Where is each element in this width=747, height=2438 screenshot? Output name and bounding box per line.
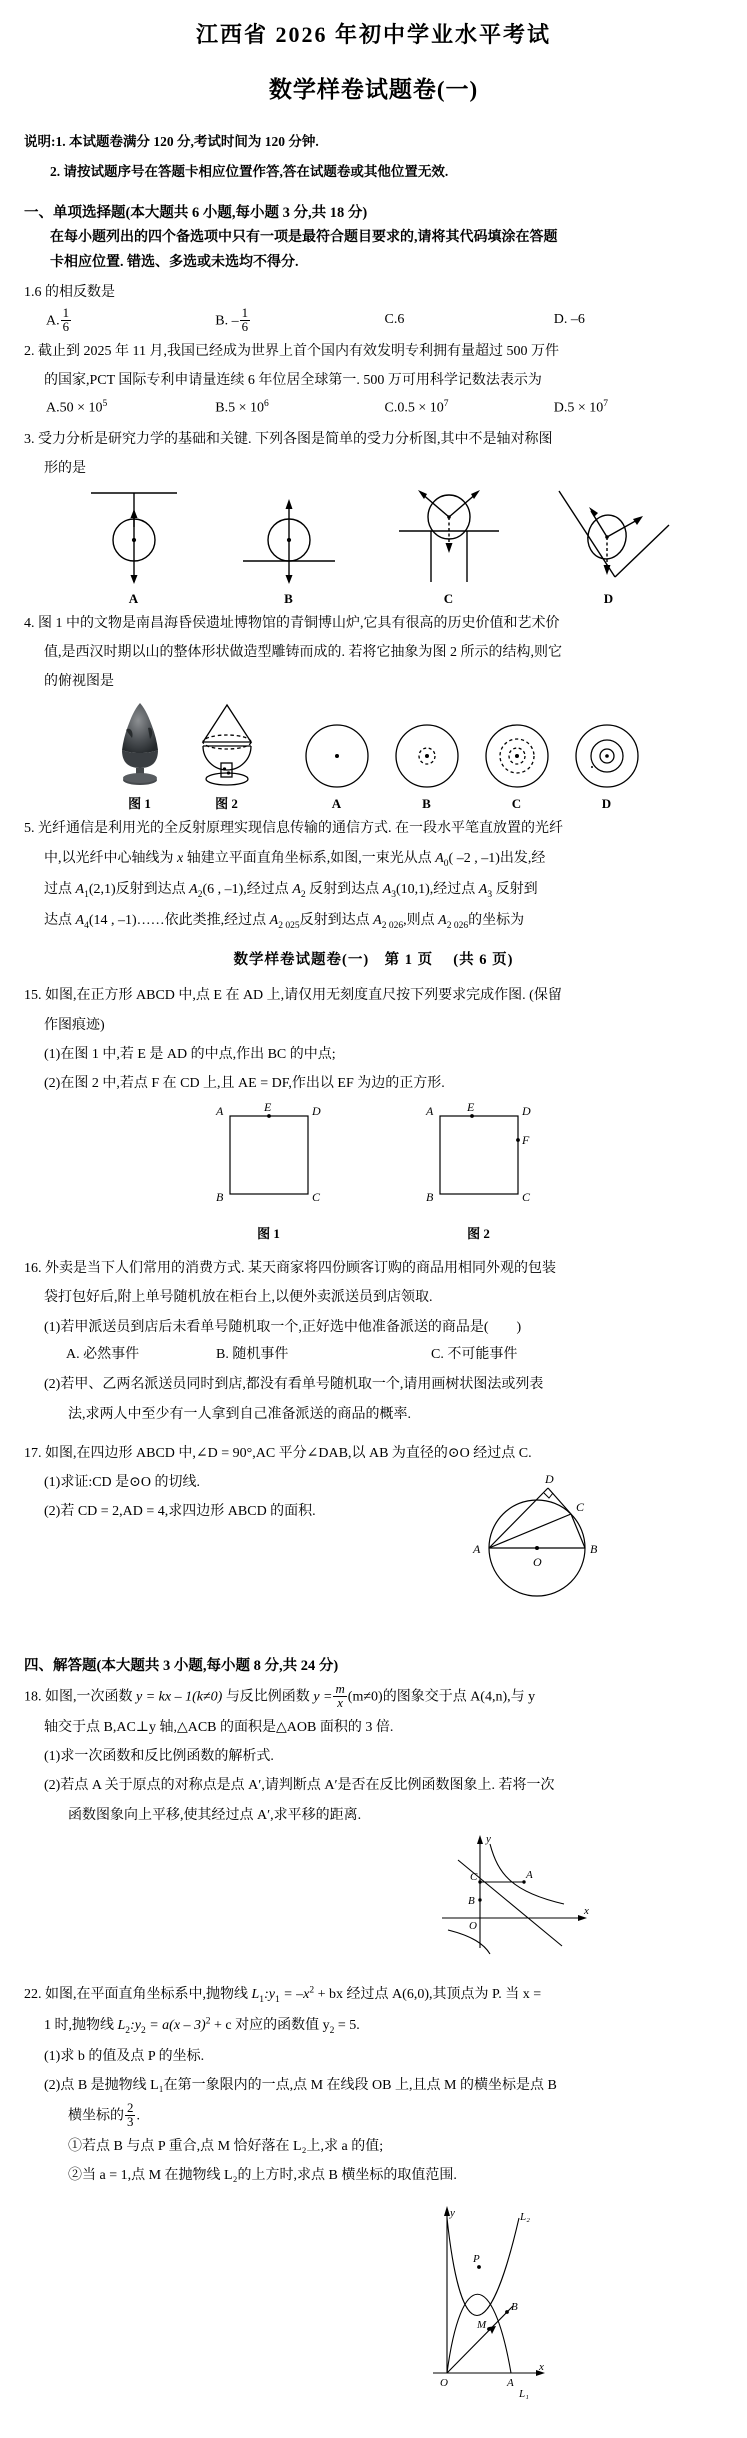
question-2-choice-b[interactable]: $B.5 \times 10^6$ — [215, 399, 269, 416]
question-2-choice-a[interactable]: $A.50 \times 10^5$ — [46, 399, 108, 416]
q22-label-B: B — [511, 2301, 518, 2314]
question-3-line-1: 受力分析是研究力学的基础和关键. 下列各图是简单的受力分析图,其中不是轴对称图 — [38, 431, 553, 447]
question-15-line-2: 作图痕迹) — [44, 1017, 105, 1033]
question-16-choice-a[interactable]: A. 必然事件 — [66, 1346, 140, 1362]
question-2 — [24, 339, 723, 364]
question-15 — [24, 983, 723, 1008]
force-diagram-b-label: B — [284, 590, 293, 606]
q22-label-P: P — [473, 2253, 480, 2266]
section-4-heading: 四、解答题(本大题共 3 小题,每小题 8 分,共 24 分) — [24, 1658, 339, 1675]
q18-label-y: y — [486, 1832, 491, 1845]
question-17 — [24, 1441, 723, 1466]
question-18-sub-2-line-1: (2)若点 A 关于原点的对称点是点 A′,请判断点 A′是否在反比例函数图象上. 若将一次 — [44, 1778, 555, 1794]
square2-label-D: D — [521, 1104, 531, 1119]
question-18: 18. 如图,一次函数 y = kx – 1(k≠0) 与反比例函数 y = $\frac{m}{x}$ (m≠0)的图象交于点 A(4,n),与 y — [24, 1681, 536, 1711]
q17-label-D: D — [545, 1472, 554, 1487]
q22-label-L1: L₁ — [519, 2388, 529, 2401]
question-22-sub-2-item-2: ②当 a = 1,点 M 在抛物线 L₂的上方时,求点 B 横坐标的取值范围. — [68, 2168, 457, 2184]
q17-label-B: B — [590, 1542, 598, 1557]
hyperbola-graph-q18 — [432, 1830, 597, 1960]
q22-label-O: O — [440, 2377, 448, 2390]
top-view-choice-d[interactable] — [570, 717, 644, 812]
question-15-sub-2: (2)在图 2 中,若点 F 在 CD 上,且 AE = DF,作出以 EF 为边的正方形. — [44, 1076, 445, 1091]
instructions-line-1: 说明:1. 本试题卷满分 120 分,考试时间为 120 分钟. — [24, 134, 319, 149]
abstract-solid-figure-2 — [186, 700, 268, 812]
question-3 — [24, 427, 723, 452]
force-diagram-a-label: A — [128, 590, 139, 606]
q18-label-A: A — [526, 1868, 533, 1881]
abstract-figure-2-label: 图 2 — [215, 796, 238, 812]
question-1-choice-d[interactable]: D. –6 — [553, 311, 585, 327]
square2-label-A: A — [425, 1104, 433, 1119]
parabola-graph-q22 — [427, 2198, 557, 2408]
q22-label-M: M — [477, 2319, 487, 2332]
fraction-two-thirds: $\frac{2}{3}$ — [127, 2100, 134, 2130]
question-3-number: 3. — [24, 431, 35, 447]
square2-label-F: F — [521, 1133, 529, 1148]
question-1 — [24, 280, 723, 305]
question-15-line-1: 如图,在正方形 ABCD 中,点 E 在 AD 上,请仅用无刻度直尺按下列要求完成作图. (保留 — [45, 988, 562, 1004]
question-2-number: 2. — [24, 343, 35, 359]
q18-label-C: C — [470, 1870, 478, 1883]
page-title: 江西省 2026 年初中学业水平考试 — [195, 22, 551, 47]
q22-label-A: A — [507, 2377, 514, 2390]
question-2-line-2: 的国家,PCT 国际专利申请量连续 6 年位居全球第一. 500 万可用科学记数法表示为 — [44, 373, 542, 389]
question-4-line-1: 图 1 中的文物是南昌海昏侯遗址博物馆的青铜博山炉,它具有很高的历史价值和艺术价 — [38, 615, 560, 631]
question-17-sub-1: (1)求证:CD 是⊙O 的切线. — [44, 1474, 201, 1490]
question-16-choice-c[interactable]: C. 不可能事件 — [431, 1346, 518, 1362]
question-22-sub-2-line-1: (2)点 B 是抛物线 L₁在第一象限内的一点,点 M 在线段 OB 上,且点 M 的横坐标是点 B — [44, 2077, 557, 2093]
fraction-neg-one-sixth: $\frac{1}{6}$ — [241, 305, 249, 335]
fraction-one-sixth: $\frac{1}{6}$ — [62, 305, 70, 335]
question-17-number: 17. — [24, 1445, 42, 1461]
square-figure-1-label: 图 1 — [257, 1226, 280, 1242]
question-1-choice-b[interactable]: B. – $\frac{1}{6}$ — [215, 305, 249, 335]
question-22: 22. 如图,在平面直角坐标系中,抛物线 $L_1:y_1 = -x^2$ + bx 经过点 A(6,0),其顶点为 P. 当 x = — [24, 1985, 542, 2005]
question-5-number: 5. — [24, 821, 35, 837]
question-4 — [24, 611, 723, 636]
question-16 — [24, 1256, 723, 1281]
question-15-sub-1: (1)在图 1 中,若 E 是 AD 的中点,作出 BC 的中点; — [44, 1046, 336, 1062]
square1-label-D: D — [311, 1104, 321, 1119]
question-16-sub-2-line-2: 法,求两人中至少有一人拿到自己准备派送的商品的概率. — [68, 1406, 411, 1422]
top-view-choice-d-label: D — [601, 796, 612, 812]
force-diagram-d — [529, 485, 689, 607]
question-18-figure-wrap — [0, 1830, 747, 1960]
artifact-photo-figure-1 — [104, 700, 176, 812]
square-figure-2-label: 图 2 — [467, 1226, 490, 1242]
q18-label-B: B — [468, 1894, 475, 1907]
question-5-line-2: 中,以光纤中心轴线为 x 轴建立平面直角坐标系,如图,一束光从点 $A_0$( –2 , –1)出发,经 — [44, 850, 546, 869]
question-1-text: 6 的相反数是 — [34, 284, 115, 300]
question-16-sub-2-line-1: (2)若甲、乙两名派送员同时到店,都没有看单号随机取一个,请用画树状图法或列表 — [44, 1377, 544, 1393]
q22-label-L2: L₂ — [520, 2211, 530, 2224]
question-5 — [24, 816, 723, 841]
force-diagram-c — [369, 485, 529, 607]
question-4-line-2: 值,是西汉时期以山的整体形状做造型雕铸而成的. 若将它抽象为图 2 所示的结构,则它 — [44, 645, 562, 661]
page-footer: 数学样卷试题卷(一) 第 1 页 (共 6 页) — [233, 952, 514, 969]
question-22-figure-wrap — [0, 2198, 747, 2408]
section-1-instruction-line-2: 卡相应位置. 错选、多选或未选均不得分. — [50, 254, 299, 270]
question-17-sub-2: (2)若 CD = 2,AD = 4,求四边形 ABCD 的面积. — [44, 1504, 316, 1520]
question-1-choice-a[interactable]: A. $\frac{1}{6}$ — [46, 305, 70, 335]
question-16-line-1: 外卖是当下人们常用的消费方式. 某天商家将四份顾客订购的商品用相同外观的包装 — [45, 1261, 556, 1277]
square1-label-E: E — [263, 1100, 271, 1115]
circle-figure-q17 — [447, 1466, 627, 1616]
question-16-choice-b[interactable]: B. 随机事件 — [216, 1346, 289, 1362]
artifact-figure-1-label: 图 1 — [128, 796, 151, 812]
question-5-line-1: 光纤通信是利用光的全反射原理实现信息传输的通信方式. 在一段水平笔直放置的光纤 — [38, 821, 563, 837]
question-5-line-3: 过点 $A_1(2,1)$反射到达点 $A_2(6$ , –1),经过点 $A_2$ 反射到达点 $A_3(10,1)$,经过点 $A_3$ 反射到 — [44, 881, 538, 900]
question-3-figures — [0, 485, 747, 607]
force-diagram-c-label: C — [443, 590, 454, 606]
question-5-line-4: 达点 $A_4(14$ , –1)……依此类推,经过点 $A_{2 025}$反射到达点 $A_{2 026}$,则点 $A_{2 026}$的坐标为 — [44, 912, 525, 931]
question-18-sub-1: (1)求一次函数和反比例函数的解析式. — [44, 1749, 274, 1765]
question-4-figures — [0, 700, 747, 812]
question-16-choices — [24, 1342, 723, 1369]
question-1-choice-c[interactable]: C.6 — [384, 311, 405, 327]
fraction-m-over-x: $\frac{m}{x}$ — [335, 1681, 345, 1711]
question-18-line-2: 轴交于点 B,AC⊥y 轴,△ACB 的面积是△AOB 面积的 3 倍. — [44, 1719, 394, 1735]
section-1-heading: 一、单项选择题(本大题共 6 小题,每小题 3 分,共 18 分) — [24, 205, 368, 222]
force-diagram-a — [59, 485, 209, 607]
square1-label-C: C — [311, 1190, 320, 1205]
question-22-sub-2-line-2: 横坐标的 $\frac{2}{3}$ . — [68, 2100, 140, 2130]
square2-label-E: E — [466, 1100, 474, 1115]
square2-label-C: C — [521, 1190, 530, 1205]
question-1-number: 1. — [24, 284, 35, 300]
question-2-choice-c[interactable]: $C.0.5 \times 10^7$ — [384, 399, 449, 416]
question-2-line-1: 截止到 2025 年 11 月,我国已经成为世界上首个国内有效发明专利拥有量超过 500 万件 — [38, 343, 559, 359]
square2-label-B: B — [425, 1190, 433, 1205]
question-15-number: 15. — [24, 988, 42, 1004]
q17-label-C: C — [576, 1500, 585, 1515]
page-subtitle: 数学样卷试题卷(一) — [268, 77, 479, 102]
question-22-sub-1: (1)求 b 的值及点 P 的坐标. — [44, 2048, 205, 2064]
section-1-instruction-line-1: 在每小题列出的四个备选项中只有一项是最符合题目要求的,请将其代码填涂在答题 — [50, 229, 558, 245]
question-18-sub-2-line-2: 函数图象向上平移,使其经过点 A′,求平移的距离. — [68, 1807, 362, 1823]
top-view-choice-b[interactable] — [390, 717, 464, 812]
question-1-choices — [24, 307, 723, 335]
top-view-choice-a-label: A — [331, 796, 342, 812]
question-22-number: 22. — [24, 1986, 42, 2002]
q22-label-x: x — [539, 2361, 544, 2374]
q17-label-O: O — [533, 1555, 542, 1570]
force-diagram-d-label: D — [603, 590, 614, 606]
question-18-number: 18. — [24, 1689, 42, 1705]
top-view-choice-b-label: B — [422, 796, 431, 812]
q22-label-y: y — [450, 2207, 455, 2220]
question-2-choices — [24, 395, 723, 422]
instructions-line-2: 2. 请按试题序号在答题卡相应位置作答,答在试题卷或其他位置无效. — [50, 163, 449, 179]
square-figure-2 — [414, 1100, 544, 1242]
question-4-line-3: 的俯视图是 — [44, 674, 114, 690]
question-16-sub-1: (1)若甲派送员到店后未看单号随机取一个,正好选中他准备派送的商品是( ) — [44, 1319, 522, 1335]
top-view-choice-a[interactable] — [300, 717, 374, 812]
question-16-line-2: 袋打包好后,附上单号随机放在柜台上,以便外卖派送员到店领取. — [44, 1290, 433, 1306]
question-4-number: 4. — [24, 615, 35, 631]
question-22-line-2: 1 时,抛物线 $L_2:y_2 = a(x - 3)^2 + c$ 对应的函数值 $y_2 = 5$. — [44, 2015, 360, 2036]
force-diagram-b — [209, 485, 369, 607]
question-2-choice-d[interactable]: $D.5 \times 10^7$ — [553, 399, 609, 416]
question-3-line-2: 形的是 — [44, 460, 86, 476]
square1-label-B: B — [215, 1190, 223, 1205]
q18-label-x: x — [584, 1904, 589, 1917]
top-view-choice-c-label: C — [511, 796, 522, 812]
top-view-choice-c[interactable] — [480, 717, 554, 812]
q18-label-O: O — [469, 1919, 477, 1932]
question-22-sub-2-item-1: ①若点 B 与点 P 重合,点 M 恰好落在 L₂上,求 a 的值; — [68, 2138, 384, 2154]
square-figure-1 — [204, 1100, 334, 1242]
question-17-line-1: 如图,在四边形 ABCD 中,∠D = 90°,AC 平分∠DAB,以 AB 为直径的⊙O 经过点 C. — [45, 1445, 532, 1461]
q17-label-A: A — [473, 1542, 481, 1557]
square1-label-A: A — [215, 1104, 223, 1119]
question-16-number: 16. — [24, 1261, 42, 1277]
question-15-figures — [0, 1100, 747, 1242]
